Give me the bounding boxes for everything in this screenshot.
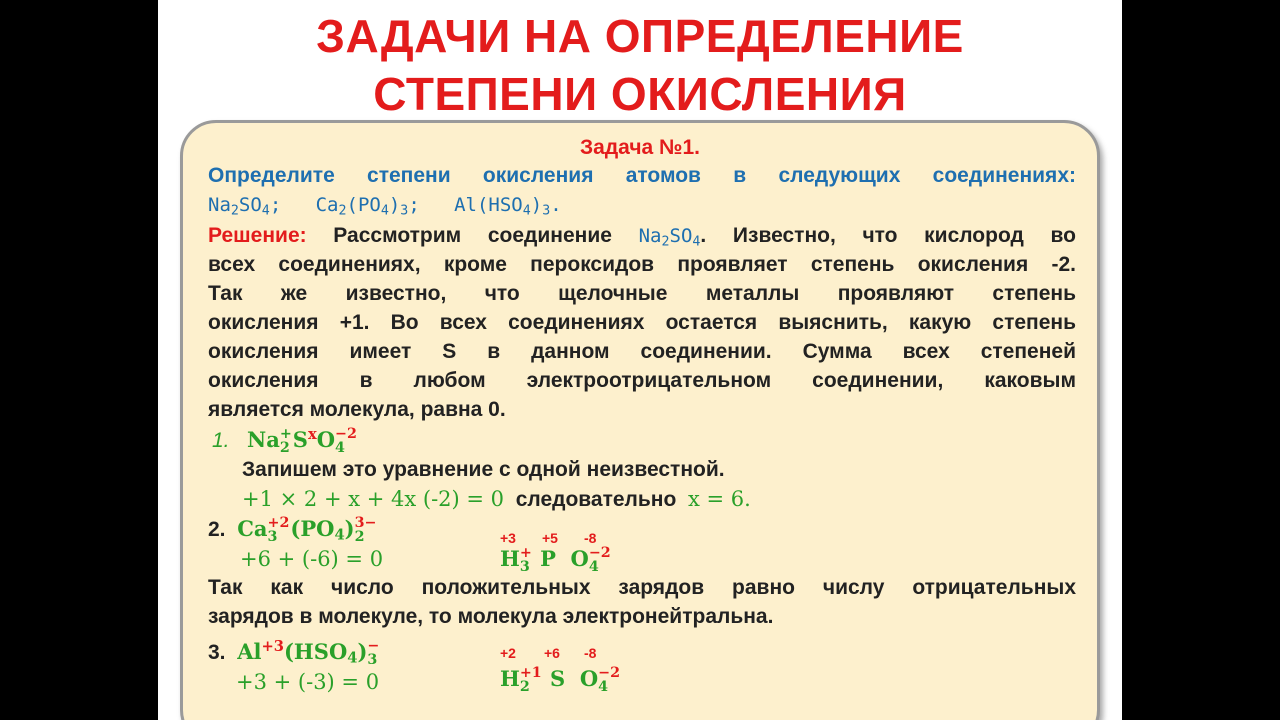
solution-line: окисления +1. Во всех соединениях остается выяснить, какую степень [208,311,1076,334]
step3-formula-line [208,638,380,667]
solution-line: Так же известно, что щелочные металлы проявляют степень [208,282,1076,305]
intro-formula: $Na_2SO_4$ [638,225,701,250]
step2-h3po4-formula: H + 3 P O −2 4 [500,544,611,575]
task-heading: Задача №1. [580,136,700,159]
step1-equation-line: +1 × 2 + x + 4x (-2) = 0 следовательно x = 6. [242,487,751,511]
step2-ox-o: -8 [584,530,597,546]
slide-title-line2: СТЕПЕНИ ОКИСЛЕНИЯ [373,68,907,120]
compound-alhso43: $Al(HSO_4)_3$. [454,194,562,219]
step2-ox-p: +5 [542,530,558,546]
step1-text: Запишем это уравнение с одной неизвестной. [242,458,725,481]
solution-intro: Решение: Рассмотрим соединение $Na_2SO_4$. Известно, что кислород во [208,224,1076,250]
compound-list [208,194,562,218]
step3-ox-h: +2 [500,645,516,661]
solution-line: окисления имеет S в данном соединении. Сумма всех степеней [208,340,1076,363]
slide-title-line1: ЗАДАЧИ НА ОПРЕДЕЛЕНИЕ [316,10,964,62]
step2-formula-line [208,516,378,544]
solution-line: всех соединениях, кроме пероксидов проявляет степень окисления -2. [208,253,1076,276]
step2-number: 2. [208,518,226,541]
solution-line: окисления в любом электроотрицательном соединении, каковым [208,369,1076,392]
step1-number: 1. [212,429,230,453]
step3-formula: $Al^{+3}(HSO_4)$ − 3 [237,638,380,668]
step1-equation: +1 × 2 + x + 4x (-2) = 0 [242,487,505,511]
compound-ca2po43: $Ca_2(PO_4)_3$; [315,194,420,219]
step2-text-line1: Так как число положительных зарядов равно числу отрицательных [208,576,1076,599]
compound-na2so4: $Na_2SO_4$; [208,194,282,219]
step2-ox-h: +3 [500,530,516,546]
step1-result: x = 6. [688,487,751,511]
step3-number: 3. [208,641,226,665]
step3-equation: +3 + (-3) = 0 [236,670,380,694]
step3-ox-s: +6 [544,645,560,661]
step3-h2so4-formula: H +1 2 S O −2 4 [500,664,621,695]
step2-text-line2: зарядов в молекуле, то молекула электронейтральна. [208,605,774,628]
step3-ox-o: -8 [584,645,597,661]
solution-line: является молекула, равна 0. [208,398,506,421]
step2-equation: +6 + (-6) = 0 [240,547,384,571]
step2-formula: Ca +2 3 $(PO_4)$ 3− 2 [237,514,377,545]
step1-formula-line [212,426,358,455]
task-question: Определите степени окисления атомов в следующих соединениях: [208,164,1076,187]
step1-formula: Na + 2 $S^xO$ −2 4 [247,426,357,456]
slide [158,0,1122,720]
solution-label: Решение: [208,224,307,247]
